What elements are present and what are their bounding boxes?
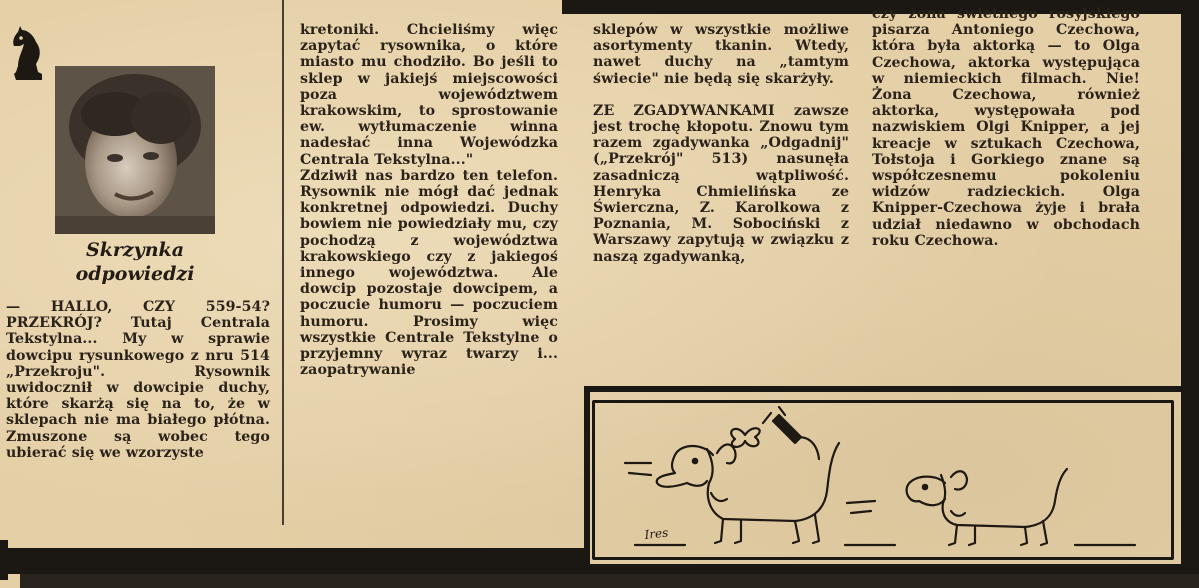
column-2-paragraph-2: Zdziwił nas bardzo ten telefon. Rysownik nie mógł dać jednak konkretnej odpowiedzi. Duchy bowiem nie powiedziały mu, czy pochodzą z województwa krakowskiego czy z jakiegoś innego województwa. Ale dowcip pozostaje dowcipem, a poczucie humoru — poczuciem humoru. Prosimy więc wszystkie Centrale Tekstylne o przyjemny wyraz twarzy i... zaopatrywanie [300,167,558,379]
bottom-frame-rule [0,564,1199,574]
lower-left-rule [0,548,590,564]
right-frame-rule [1181,0,1199,588]
rubric-title-line2: odpowiedzi [75,263,195,285]
column-2-paragraph-1: kretoniki. Chcieliśmy więc zapytać rysownika, o które miasto mu chodziło. Bo jeśli to sklep w jakiejś miejscowości poza województwem krakowskim, to sprostowanie ew. wytłumaczenie winna nadesłać inna Wojewódzka Centrala Tekstylna..." [300,22,558,168]
rubric-title-line1: Skrzynka [85,239,184,261]
column-4-text: czy żona świetnego rosyjskiego pisarza Antoniego Czechowa, która była aktorką — to Olga Czechowa, aktorka występująca w niemieckich filmach. Nie! Żona Czechowa, również aktorka, występowała pod nazwiskiem Olgi Knipper, a jej kreacje w sztukach Czechowa, Tołstoja i Gorkiego znane są współczesnemu pokoleniu widzów radzieckich. Olga Knipper-Czechowa żyje i brała udział niedawno w obchodach roku Czechowa. [872,6,1140,249]
cartoon-signature: Ires [643,525,669,542]
cartoon-top-bar [584,386,1184,392]
column-1-text: — HALLO, CZY 559-54? PRZEKRÓJ? Tutaj Centrala Tekstylna... My w sprawie dowcipu rysunkowego z nru 514 „Przekroju". Rysownik uwidocznił w dowcipie duchy, które skarżą się na to, że w sklepach nie ma białego płótna. Zmuszone są wobec tego ubierać się we wzorzyste [6,299,270,461]
article-column-1 [6,299,270,461]
cartoon-left-bar [584,388,590,568]
bottom-frame-shadow [20,574,1199,588]
article-column-4 [872,6,1140,249]
article-column-2 [300,22,558,378]
column-3-paragraph-1: sklepów w wszystkie możliwe asortymenty tkanin. Wtedy, nawet duchy na „tamtym świecie" nie będą się skarżyły. [593,22,849,87]
cartoon-frame [592,400,1174,560]
column-divider-1 [282,0,284,525]
column-3-paragraph-2: ZE ZGADYWANKAMI zawsze jest trochę kłopotu. Znowu tym razem zgadywanka „Odgadnij" („Przekrój" 513) nasunęła zasadniczą wątpliwość. Henryka Chmielińska ze Świerczna, Z. Karolkowa z Poznania, M. Sobociński z Warszawy zapytują w związku z naszą zgadywanką, [593,102,849,265]
chess-knight-icon [6,22,50,84]
cartoon-drawing [595,403,1171,557]
article-column-3 [593,22,849,265]
portrait-photo [55,66,215,234]
